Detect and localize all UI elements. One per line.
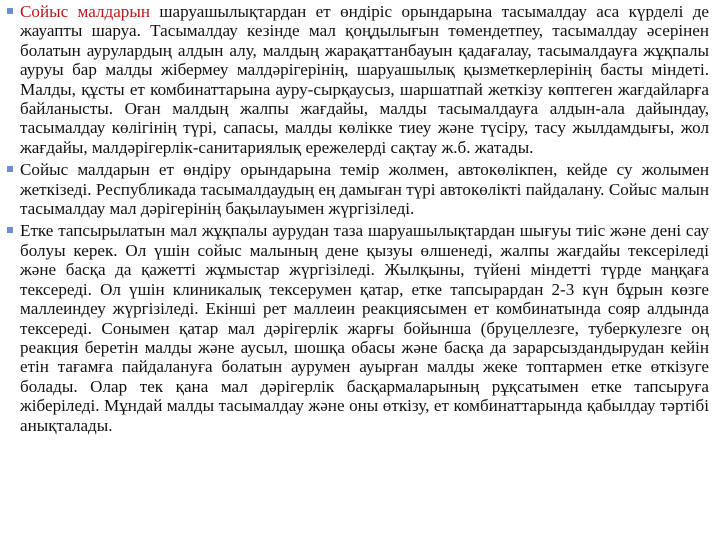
paragraph-health-requirements	[20, 221, 709, 434]
paragraph-lead-highlight: Сойыс малдарын	[20, 2, 150, 21]
bullet-marker	[7, 166, 13, 172]
bullet-marker	[7, 227, 13, 233]
paragraph-transport-methods	[20, 160, 709, 218]
paragraph-text: шаруашылықтардан ет өндіріс орындарына тасымалдау аса күрделі де жауапты шаруа. Тасымалдау кезінде мал қоңдылығын төмендетпеу, тасымалдау әсерінен болатын аурулардың алдын алу, малдың жарақаттанбауын қадағалау, тасымалдауға жұқпалы ауруы бар малды жібермеу малдәрігерінің, шаруашылық қызметкерлерінің басты міндеті. Малды, құсты ет комбинаттарына ауру-сырқаусыз, шаршатпай жеткізу көптеген жағдайларға байланысты. Оған малдың жалпы жағдайы, малды тасымалдауға алдын-ала дайындау, тасымалдау көлігінің түрі, сапасы, малды көлікке тиеу және түсіру, тасу жылдамдығы, жол жағдайы, малдәрігерлік-санитариялық ережелерді сақтау ж.б. жатады.	[20, 2, 709, 157]
paragraph-text: Сойыс малдарын ет өндіру орындарына темір жолмен, автокөлікпен, кейде су жолымен жеткізеді. Республикада тасымалдаудың ең дамыған түрі автокөлікті пайдалану. Сойыс малын тасымалдау мал дәрігерінің бақылауымен жүргізіледі.	[20, 160, 709, 219]
bullet-marker	[7, 8, 13, 14]
paragraph-text: Етке тапсырылатын мал жұқпалы аурудан таза шаруашылықтардан шығуы тиіс және дені сау болуы керек. Ол үшін сойыс малының дене қызуы өлшенеді, жалпы жағдайы тексеріледі және басқа да қажетті жұмыстар жүргізіледі. Жылқыны, түйені міндетті түрде маңқаға тексереді. Ол үшін клиникалық тексерумен қатар, етке тапсырардан 2-3 күн бұрын көзге маллеиндеу жүргізіледі. Екінші рет маллеин реакциясымен ет комбинатында сояр алдында тексереді. Сонымен қатар мал дәрігерлік жарғы бойынша (бруцеллезге, туберкулезге оң реакция беретін малды және аусыл, шошқа обасы және басқа да зарарсыздандырудан кейін етін тағамға пайдалануға болатын аурумен ауырған малды жеке топтармен етке өткізуге болады. Олар тек қана мал дәрігерлік басқармаларының рұқсатымен етке тапсыруға жіберіледі. Мұндай малды тасымалдау және оны өткізу, ет комбинаттарында қабылдау тәртібі анықталады.	[20, 221, 709, 435]
paragraph-transport-overview	[20, 2, 709, 157]
